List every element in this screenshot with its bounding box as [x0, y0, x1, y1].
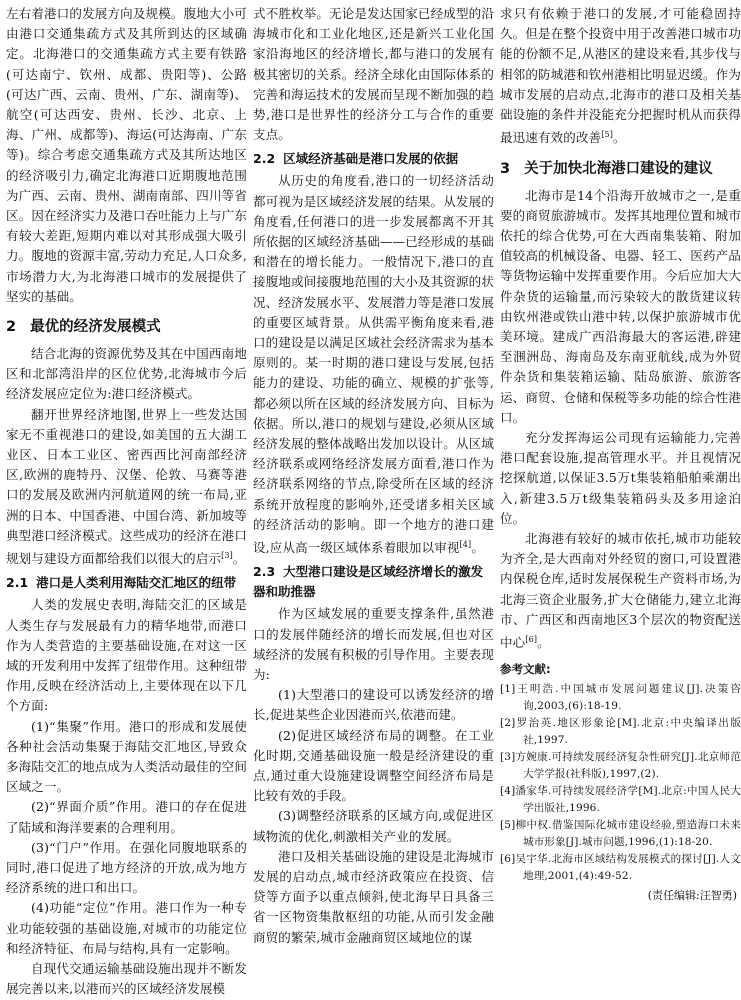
reference-item: [1]王明浩.中国城市发展问题建议[J].决策咨询,2003,(6):18-19.: [500, 683, 741, 712]
paragraph: 自现代交通运输基础设施出现并不断发展完善以来,以港而兴的区域经济发展模: [6, 961, 247, 997]
paragraph: (2)“界面介质”作用。港口的存在促进了陆域和海洋要素的合理利用。: [6, 799, 247, 835]
paragraph: 作为区域发展的重要支撑条件,虽然港口的发展伴随经济的增长而发展,但也对区域经济的发展有积极的引导作用。主要表现为:: [253, 606, 494, 683]
reference-item: [2]罗治英.地区形象论[M].北京:中央编译出版社,1997.: [500, 717, 741, 746]
paragraph: 求只有依赖于港口的发展,才可能稳固持久。但是在整个投资中用于改善港口城市功能的份额不足,从港区的建设来看,其步伐与相邻的防城港和钦州港相比明显迟缓。作为城市发展的启动点,北海市的港口及相关基础设施的条件并没能充分把握时机从而获得最迅速有效的改善[5]。: [500, 6, 741, 146]
paragraph: (3)调整经济联系的区域方向,或促进区域物流的优化,刺激相关产业的发展。: [253, 808, 494, 844]
reference-item: [3]方婉康.可持续发展经济复杂性研究[J].北京师范大学学报(社科版),1997,(2).: [500, 751, 741, 780]
paragraph: (2)促进区域经济布局的调整。在工业化时期,交通基础设施一般是经济建设的重点,通过重大设施建设调整空间经济布局是比较有效的手段。: [253, 727, 494, 804]
subsection-title: 大型港口建设是区域经济增长的激发器和助推器: [253, 564, 484, 600]
section-title: 关于加快北海港口建设的建议: [524, 160, 713, 177]
subsection-number: 2.3: [253, 564, 276, 580]
paragraph: 结合北海的资源优势及其在中国西南地区和北部湾沿岸的区位优势,北海城市今后经济发展应定位为:港口经济模式。: [6, 346, 247, 402]
paragraph: 左右着港口的发展方向及规模。腹地大小可由港口交通集疏方式及其所到达的区域确定。北海港口的交通集疏方式主要有铁路(可达南宁、钦州、成都、贵阳等)、公路(可达广西、云南、贵州、广东、湖南等)、航空(可达西安、贵州、长沙、北京、上海、广州、成都等)、海运(可达海南、广东等)。综合考虑交通集疏方式及其所达地区的经济吸引力,确定北海港口近期腹地范围为广西、云南、贵州、湖南南部、四川等省区。因在经济实力及港口吞吐能力上与广东有较大差距,短期内难以对其形成强大吸引力。腹地的资源丰富,劳动力充足,人口众多,市场潜力大,为北海港口城市的发展提供了坚实的基础。: [6, 6, 247, 304]
subsection-heading-2-1: [6, 573, 247, 593]
section-title: 最优的经济发展模式: [30, 319, 161, 336]
paragraph: 港口及相关基础设施的建设是北海城市发展的启动点,城市经济政策应在投资、信贷等方面予以重点倾斜,使北海早日具备三省一区物资集散枢纽的功能,从而引发金融商贸的繁荣,城市金融商贸区域地位的谋: [253, 848, 494, 945]
column-2: [253, 4, 494, 945]
section-heading-2: [6, 316, 247, 338]
subsection-title: 港口是人类利用海陆交汇地区的纽带: [36, 575, 237, 591]
paragraph-text: 北海港有较好的城市依托,城市功能较为齐全,是大西南对外经贸的窗口,可设置港内保税仓库,适时发展保税生产资料市场,为北海三资企业服务,扩大仓储能力,建立北海市、广西区和西南地区3个层次的物资配送中心: [500, 531, 741, 651]
citation-ref: [5]: [601, 130, 613, 140]
paragraph-text: 从历史的角度看,港口的一切经济活动都可视为是区域经济发展的结果。从发展的角度看,任何港口的进一步发展都离不开其所依据的区域经济基础——已经形成的基础和潜在的增长能力。一般情况下,港口的直接腹地或间接腹地范围的大小及其资源的状况、经济发展水平、发展潜力等是港口发展的重要区域背景。从供需平衡角度来看,港口的建设是以满足区域社会经济需求为基本原则的。某一时期的港口建设与发展,包括能力的建设、功能的确立、规模的扩张等,都必须以所在区域的经济发展方向、目标为依据。所以,港口的规划与建设,必须从区域经济发展的整体战略出发加以设计。从区域经济联系或网络经济发展方面看,港口作为经济联系网络的节点,除受所在区域的经济系统开放程度的影响外,还受诸多相关区域的经济活动的影响。即一个地方的港口建设,应从高一级区域体系着眼加以审视: [253, 173, 494, 556]
references-heading: 参考文献:: [500, 662, 551, 677]
paragraph: 充分发挥海运公司现有运输能力,完善港口配套设施,提高管理水平。并且视情况挖探航道,以保证3.5万t集装箱船舶乘潮出入,新建3.5万t级集装箱码头及多用途泊位。: [500, 430, 741, 526]
paragraph: 翻开世界经济地图,世界上一些发达国家无不重视港口的建设,如美国的五大湖工业区、日本工业区、密西西比河南部经济区,欧洲的鹿特丹、汉堡、伦敦、马赛等港口的发展及欧洲内河航道网的统一布局,亚洲的日本、中国香港、中国台湾、新加坡等典型港口经济模式。这些成功的经济在港口规划与建设方面都给我们以很大的启示[3]。: [6, 406, 247, 567]
paragraph-text: 求只有依赖于港口的发展,才可能稳固持久。但是在整个投资中用于改善港口城市功能的份额不足,从港区的建设来看,其步伐与相邻的防城港和钦州港相比明显迟缓。作为城市发展的启动点,北海市的港口及相关基础设施的条件并没能充分把握时机从而获得最迅速有效的改善: [500, 6, 741, 146]
reference-item: [4]潘家华.可持续发展经济学[M].北京:中国人民大学出版社,1996.: [500, 785, 741, 814]
paragraph: (3)“门户”作用。在强化同腹地联系的同时,港口促进了地方经济的开放,成为地方经济系统的进口和出口。: [6, 839, 247, 896]
subsection-heading-2-3: [253, 562, 494, 602]
responsible-editor: (责任编辑:汪智勇): [647, 889, 737, 903]
subsection-number: 2.1: [6, 575, 29, 591]
subsection-title: 区域经济基础是港口发展的依据: [283, 151, 459, 167]
paragraph: 北海港有较好的城市依托,城市功能较为齐全,是大西南对外经贸的窗口,可设置港内保税仓库,适时发展保税生产资料市场,为北海三资企业服务,扩大仓储能力,建立北海市、广西区和西南地区3个层次的物资配送中心[6]。: [500, 531, 741, 651]
paragraph: (4)功能“定位”作用。港口作为一种专业功能较强的基础设施,对城市的功能定位和经济特征、布局与结构,具有一定影响。: [6, 900, 247, 956]
reference-item: [6]吴宇华.北海市区域结构发展模式的探讨[J].人文地理,2001,(4):49-52.: [500, 853, 741, 882]
citation-ref: [6]: [525, 635, 538, 645]
paragraph: 式不胜枚举。无论是发达国家已经成型的沿海城市化和工业化地区,还是新兴工业化国家沿海地区的经济增长,都与港口的发展有极其密切的关系。经济全球化由国际体系的完善和海运技术的发展而呈现不断加强的趋势,港口是世界性的经济分工与合作的重要支点。: [253, 6, 494, 143]
section-heading-3: [500, 158, 741, 180]
reference-item: [5]柳中权.借鉴国际化城市建设经验,塑造海口未来城市形象[J].城市问题,1996,(1):18-20.: [500, 819, 741, 848]
paragraph: (1)大型港口的建设可以诱发经济的增长,促进某些企业因港而兴,依港而建。: [253, 687, 494, 723]
references-list: [500, 681, 741, 884]
citation-ref: [3]: [221, 551, 233, 561]
column-3: [500, 4, 741, 903]
paragraph: 北海市是14个沿海开放城市之一,是重要的商贸旅游城市。发挥其地理位置和城市依托的综合优势,可在大西南集装箱、附加值较高的机械设备、电器、轻工、医药产品等货物运输中发挥重要作用。今后应加大大件杂货的运输量,而污染较大的散货建议转由钦州港或铁山港中转,以保护旅游城市优美环境。建成广西沿海最大的客运港,辟建至涠洲岛、海南岛及东南亚航线,成为外贸件杂货和集装箱运输、陆岛旅游、旅游客运、商贸、仓储和保税等多功能的综合性港口。: [500, 187, 741, 425]
subsection-number: 2.2: [253, 151, 276, 167]
column-1: [6, 4, 247, 997]
paragraph: 人类的发展史表明,海陆交汇的区域是人类生存与发展最有力的精华地带,而港口作为人类营造的主要基础设施,在对这一区域的开发利用中发挥了纽带作用。这种纽带作用,反映在经济活动上,主要体现在以下几个方面:: [6, 597, 247, 714]
citation-ref: [4]: [459, 540, 472, 550]
paragraph: (1)“集聚”作用。港口的形成和发展使各种社会活动集聚于海陆交汇地区,导致众多海陆交汇的地点成为人类活动最佳的空间区域之一。: [6, 718, 247, 795]
section-number: 3: [500, 160, 511, 177]
subsection-heading-2-2: [253, 149, 494, 169]
section-number: 2: [6, 319, 17, 336]
paragraph-text: 翻开世界经济地图,世界上一些发达国家无不重视港口的建设,如美国的五大湖工业区、日本工业区、密西西比河南部经济区,欧洲的鹿特丹、汉堡、伦敦、马赛等港口的发展及欧洲内河航道网的统一布局,亚洲的日本、中国香港、中国台湾、新加坡等典型港口经济模式。这些成功的经济在港口规划与建设方面都给我们以很大的启示: [6, 406, 247, 567]
paragraph: 从历史的角度看,港口的一切经济活动都可视为是区域经济发展的结果。从发展的角度看,任何港口的进一步发展都离不开其所依据的区域经济基础——已经形成的基础和潜在的增长能力。一般情况下,港口的直接腹地或间接腹地范围的大小及其资源的状况、经济发展水平、发展潜力等是港口发展的重要区域背景。从供需平衡角度来看,港口的建设是以满足区域社会经济需求为基本原则的。某一时期的港口建设与发展,包括能力的建设、功能的确立、规模的扩张等,都必须以所在区域的经济发展方向、目标为依据。所以,港口的规划与建设,必须从区域经济发展的整体战略出发加以设计。从区域经济联系或网络经济发展方面看,港口作为经济联系网络的节点,除受所在区域的经济系统开放程度的影响外,还受诸多相关区域的经济活动的影响。即一个地方的港口建设,应从高一级区域体系着眼加以审视[4]。: [253, 173, 494, 556]
